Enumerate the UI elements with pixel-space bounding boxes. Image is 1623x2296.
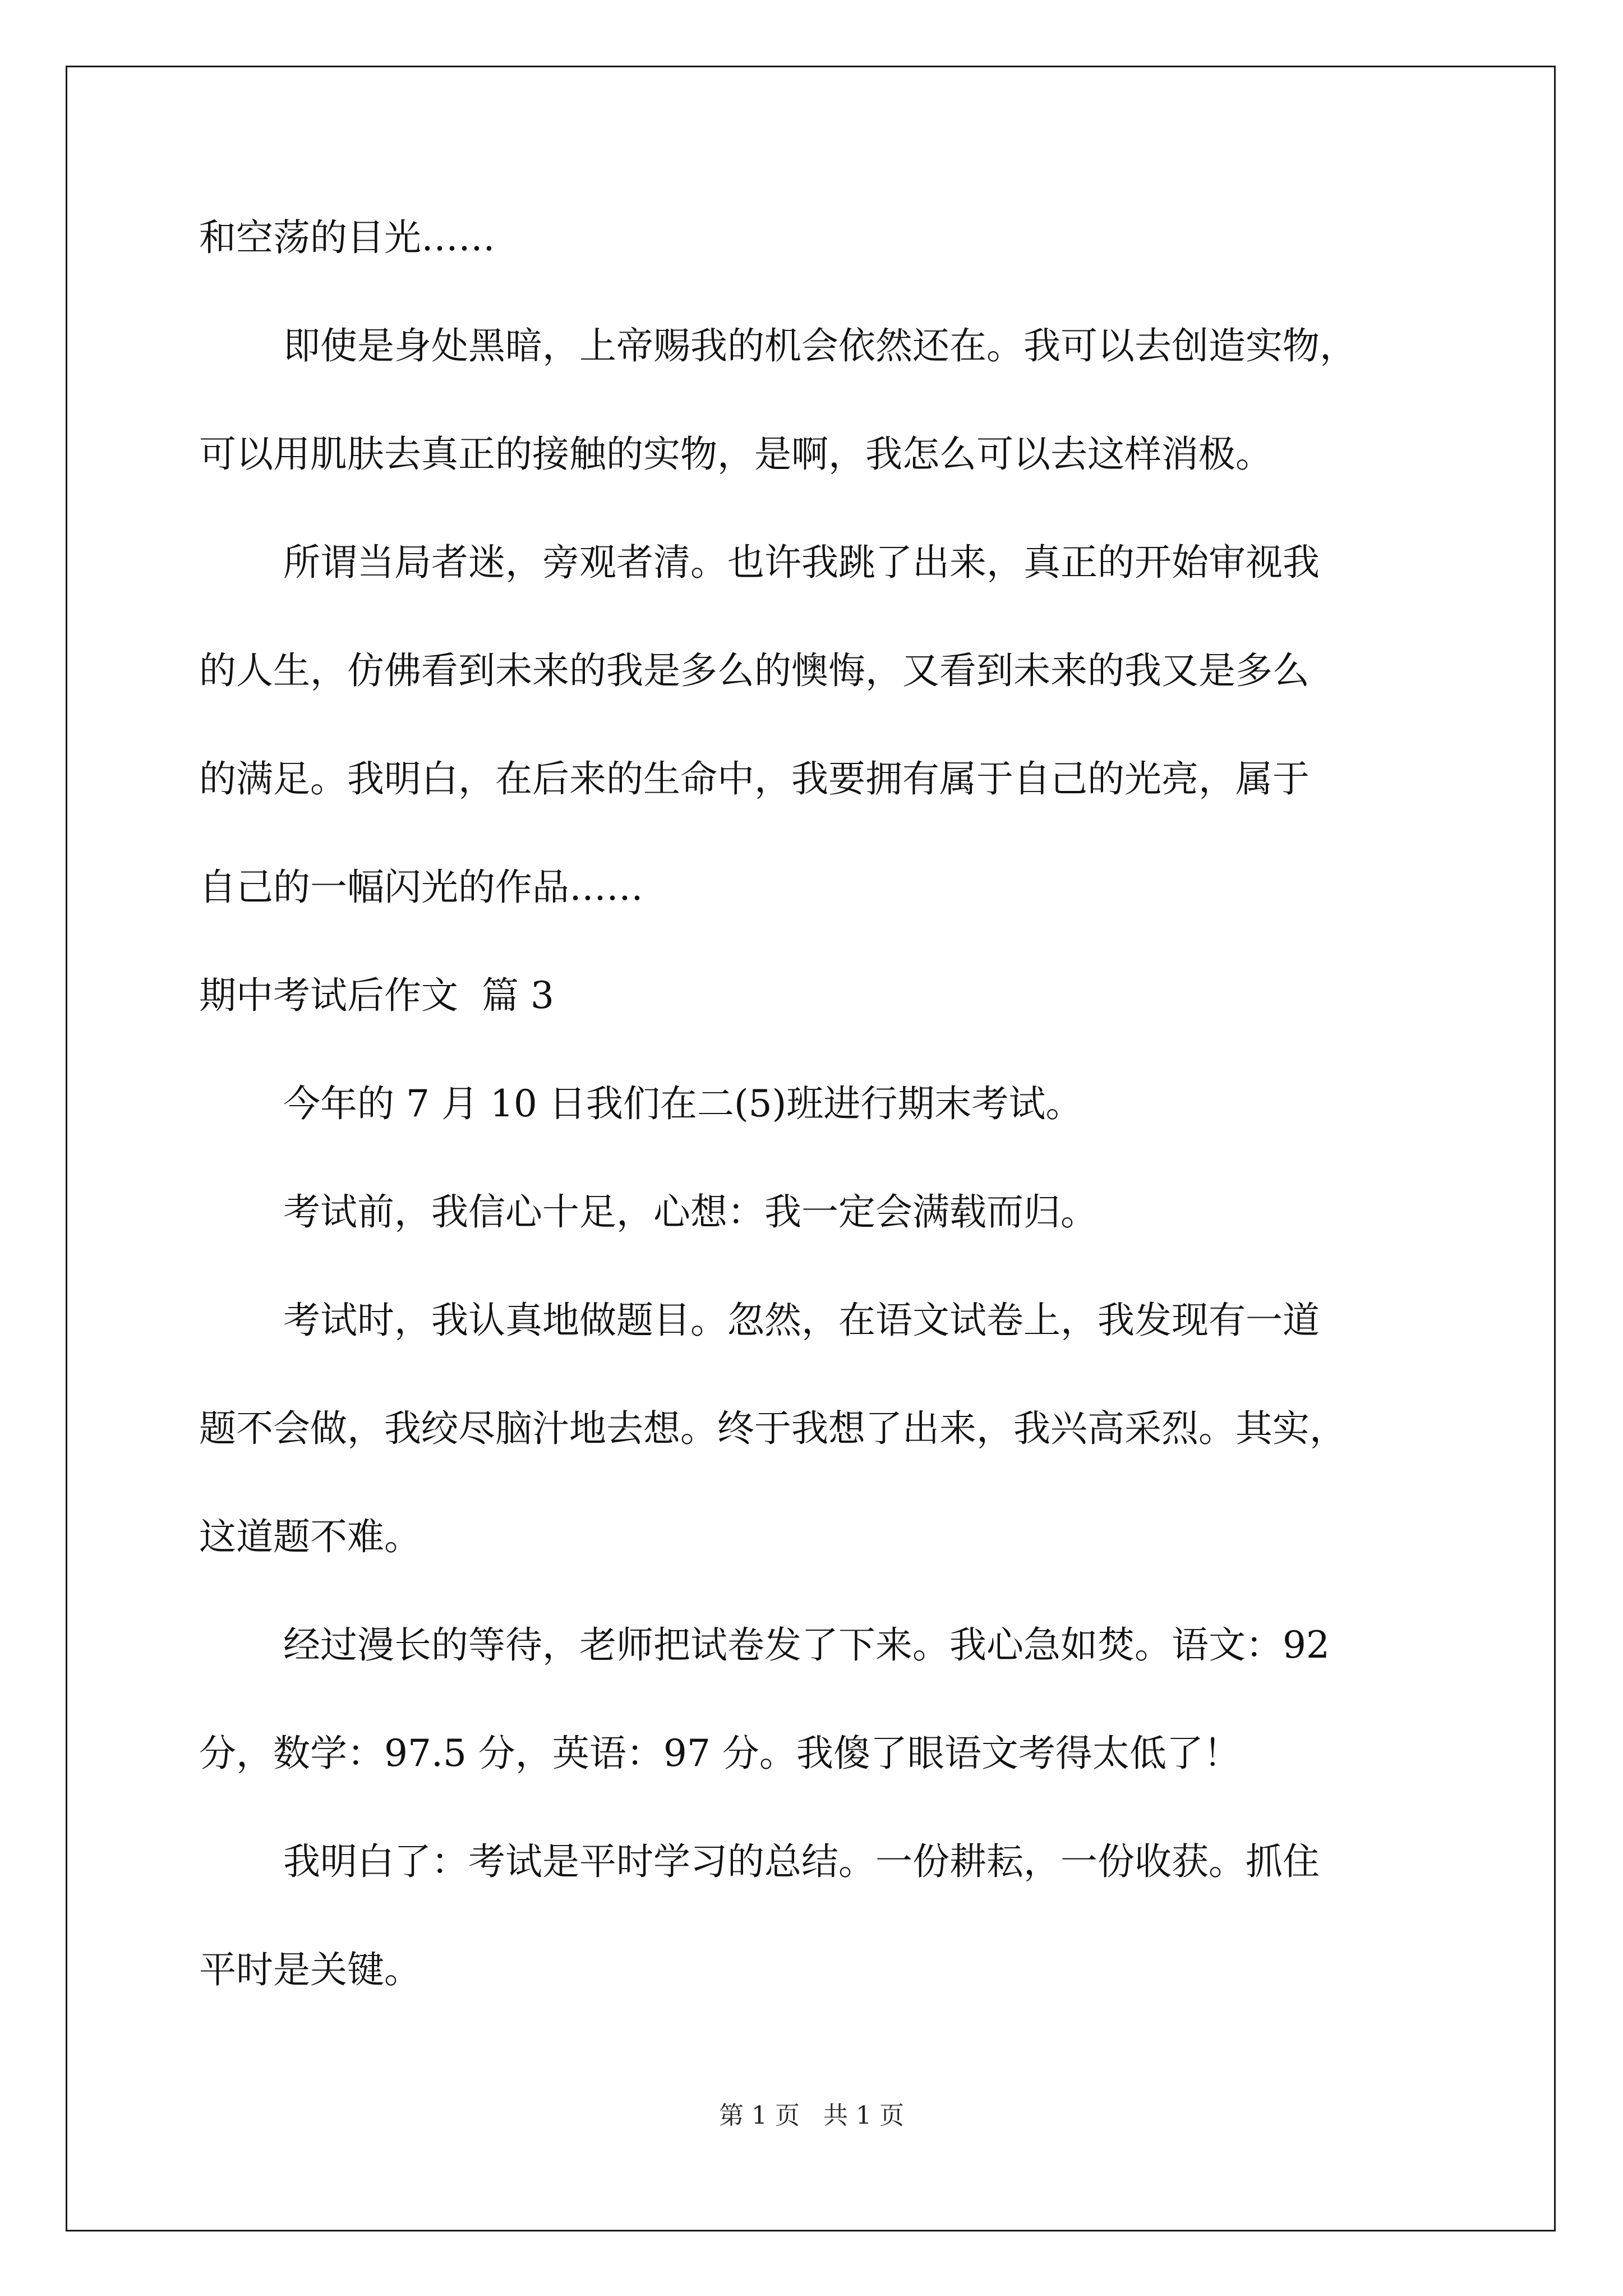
- page-number: 第 1 页 共 1 页: [719, 2101, 904, 2130]
- text-line: 题不会做，我绞尽脑汁地去想。终于我想了出来，我兴高采烈。其实，: [199, 1407, 1347, 1450]
- page-footer: [0, 2102, 1623, 2129]
- text-line: 经过漫长的等待，老师把试卷发了下来。我心急如焚。语文：92: [283, 1623, 1330, 1667]
- text-line: 所谓当局者迷，旁观者清。也许我跳了出来，真正的开始审视我: [283, 541, 1320, 584]
- section-heading: 期中考试后作文 篇 3: [199, 974, 554, 1017]
- text-line: 分，数学：97.5 分，英语：97 分。我傻了眼语文考得太低了！: [199, 1732, 1241, 1775]
- text-line: 即使是身处黑暗，上帝赐我的机会依然还在。我可以去创造实物，: [283, 324, 1357, 367]
- text-line: 平时是关键。: [199, 1948, 421, 1991]
- text-line: 考试时，我认真地做题目。忽然，在语文试卷上，我发现有一道: [283, 1299, 1320, 1342]
- text-line: 可以用肌肤去真正的接触的实物，是啊，我怎么可以去这样消极。: [199, 432, 1272, 476]
- text-line: 我明白了：考试是平时学习的总结。一份耕耘，一份收获。抓住: [283, 1840, 1320, 1883]
- document-body: [199, 218, 1433, 2058]
- text-line: 考试前，我信心十足，心想：我一定会满载而归。: [283, 1190, 1098, 1234]
- text-line: 和空荡的目光……: [199, 216, 495, 259]
- text-line: 今年的 7 月 10 日我们在二(5)班进行期末考试。: [283, 1082, 1083, 1125]
- text-line: 这道题不难。: [199, 1515, 421, 1558]
- text-line: 自己的一幅闪光的作品……: [199, 866, 643, 909]
- text-line: 的人生，仿佛看到未来的我是多么的懊悔，又看到未来的我又是多么: [199, 649, 1310, 692]
- text-line: 的满足。我明白，在后来的生命中，我要拥有属于自己的光亮，属于: [199, 757, 1310, 800]
